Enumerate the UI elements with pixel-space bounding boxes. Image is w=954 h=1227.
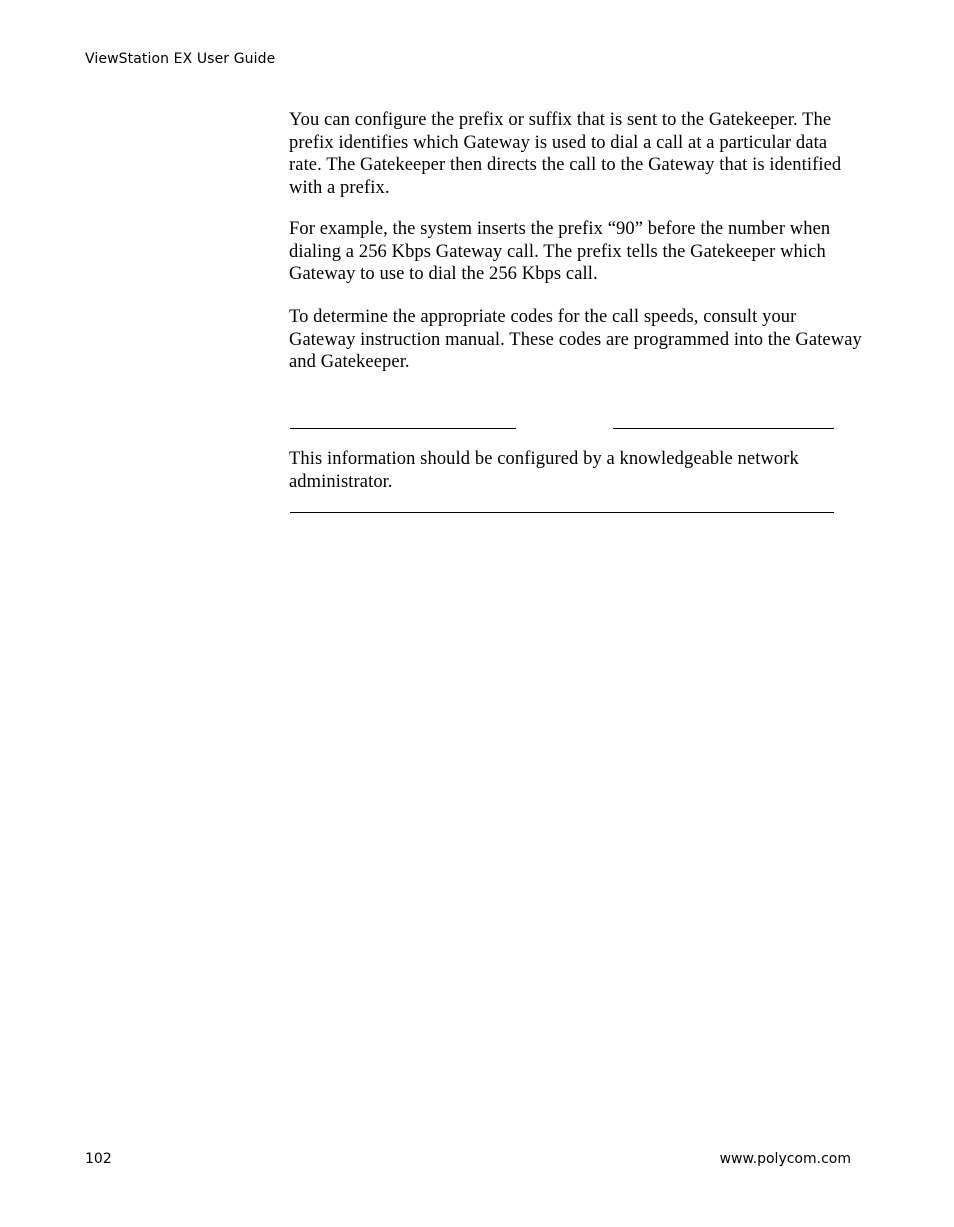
note-text: This information should be configured by a knowledgeable network administrator. [289, 449, 799, 492]
paragraph-prefix-suffix: You can configure the prefix or suffix that is sent to the Gatekeeper. The prefix identifies which Gateway is used to dial a call at a particular data rate. The Gatekeeper then directs the call to the Gateway that is identified with a prefix. [289, 110, 842, 198]
page-number: 102 [85, 1151, 112, 1167]
paragraph-codes: To determine the appropriate codes for the call speeds, consult your Gateway instruction manual. These codes are programmed into the Gateway and Gatekeeper. [289, 307, 862, 372]
running-header: ViewStation EX User Guide [85, 51, 276, 67]
footer-url: www.polycom.com [719, 1151, 851, 1167]
note-bottom-rule [290, 512, 834, 513]
note-top-rule-left [290, 428, 516, 429]
note-top-rule-right [613, 428, 834, 429]
paragraph-example: For example, the system inserts the prefix “90” before the number when dialing a 256 Kbps Gateway call. The prefix tells the Gatekeeper which Gateway to use to dial the 256 Kbps call. [289, 219, 831, 284]
